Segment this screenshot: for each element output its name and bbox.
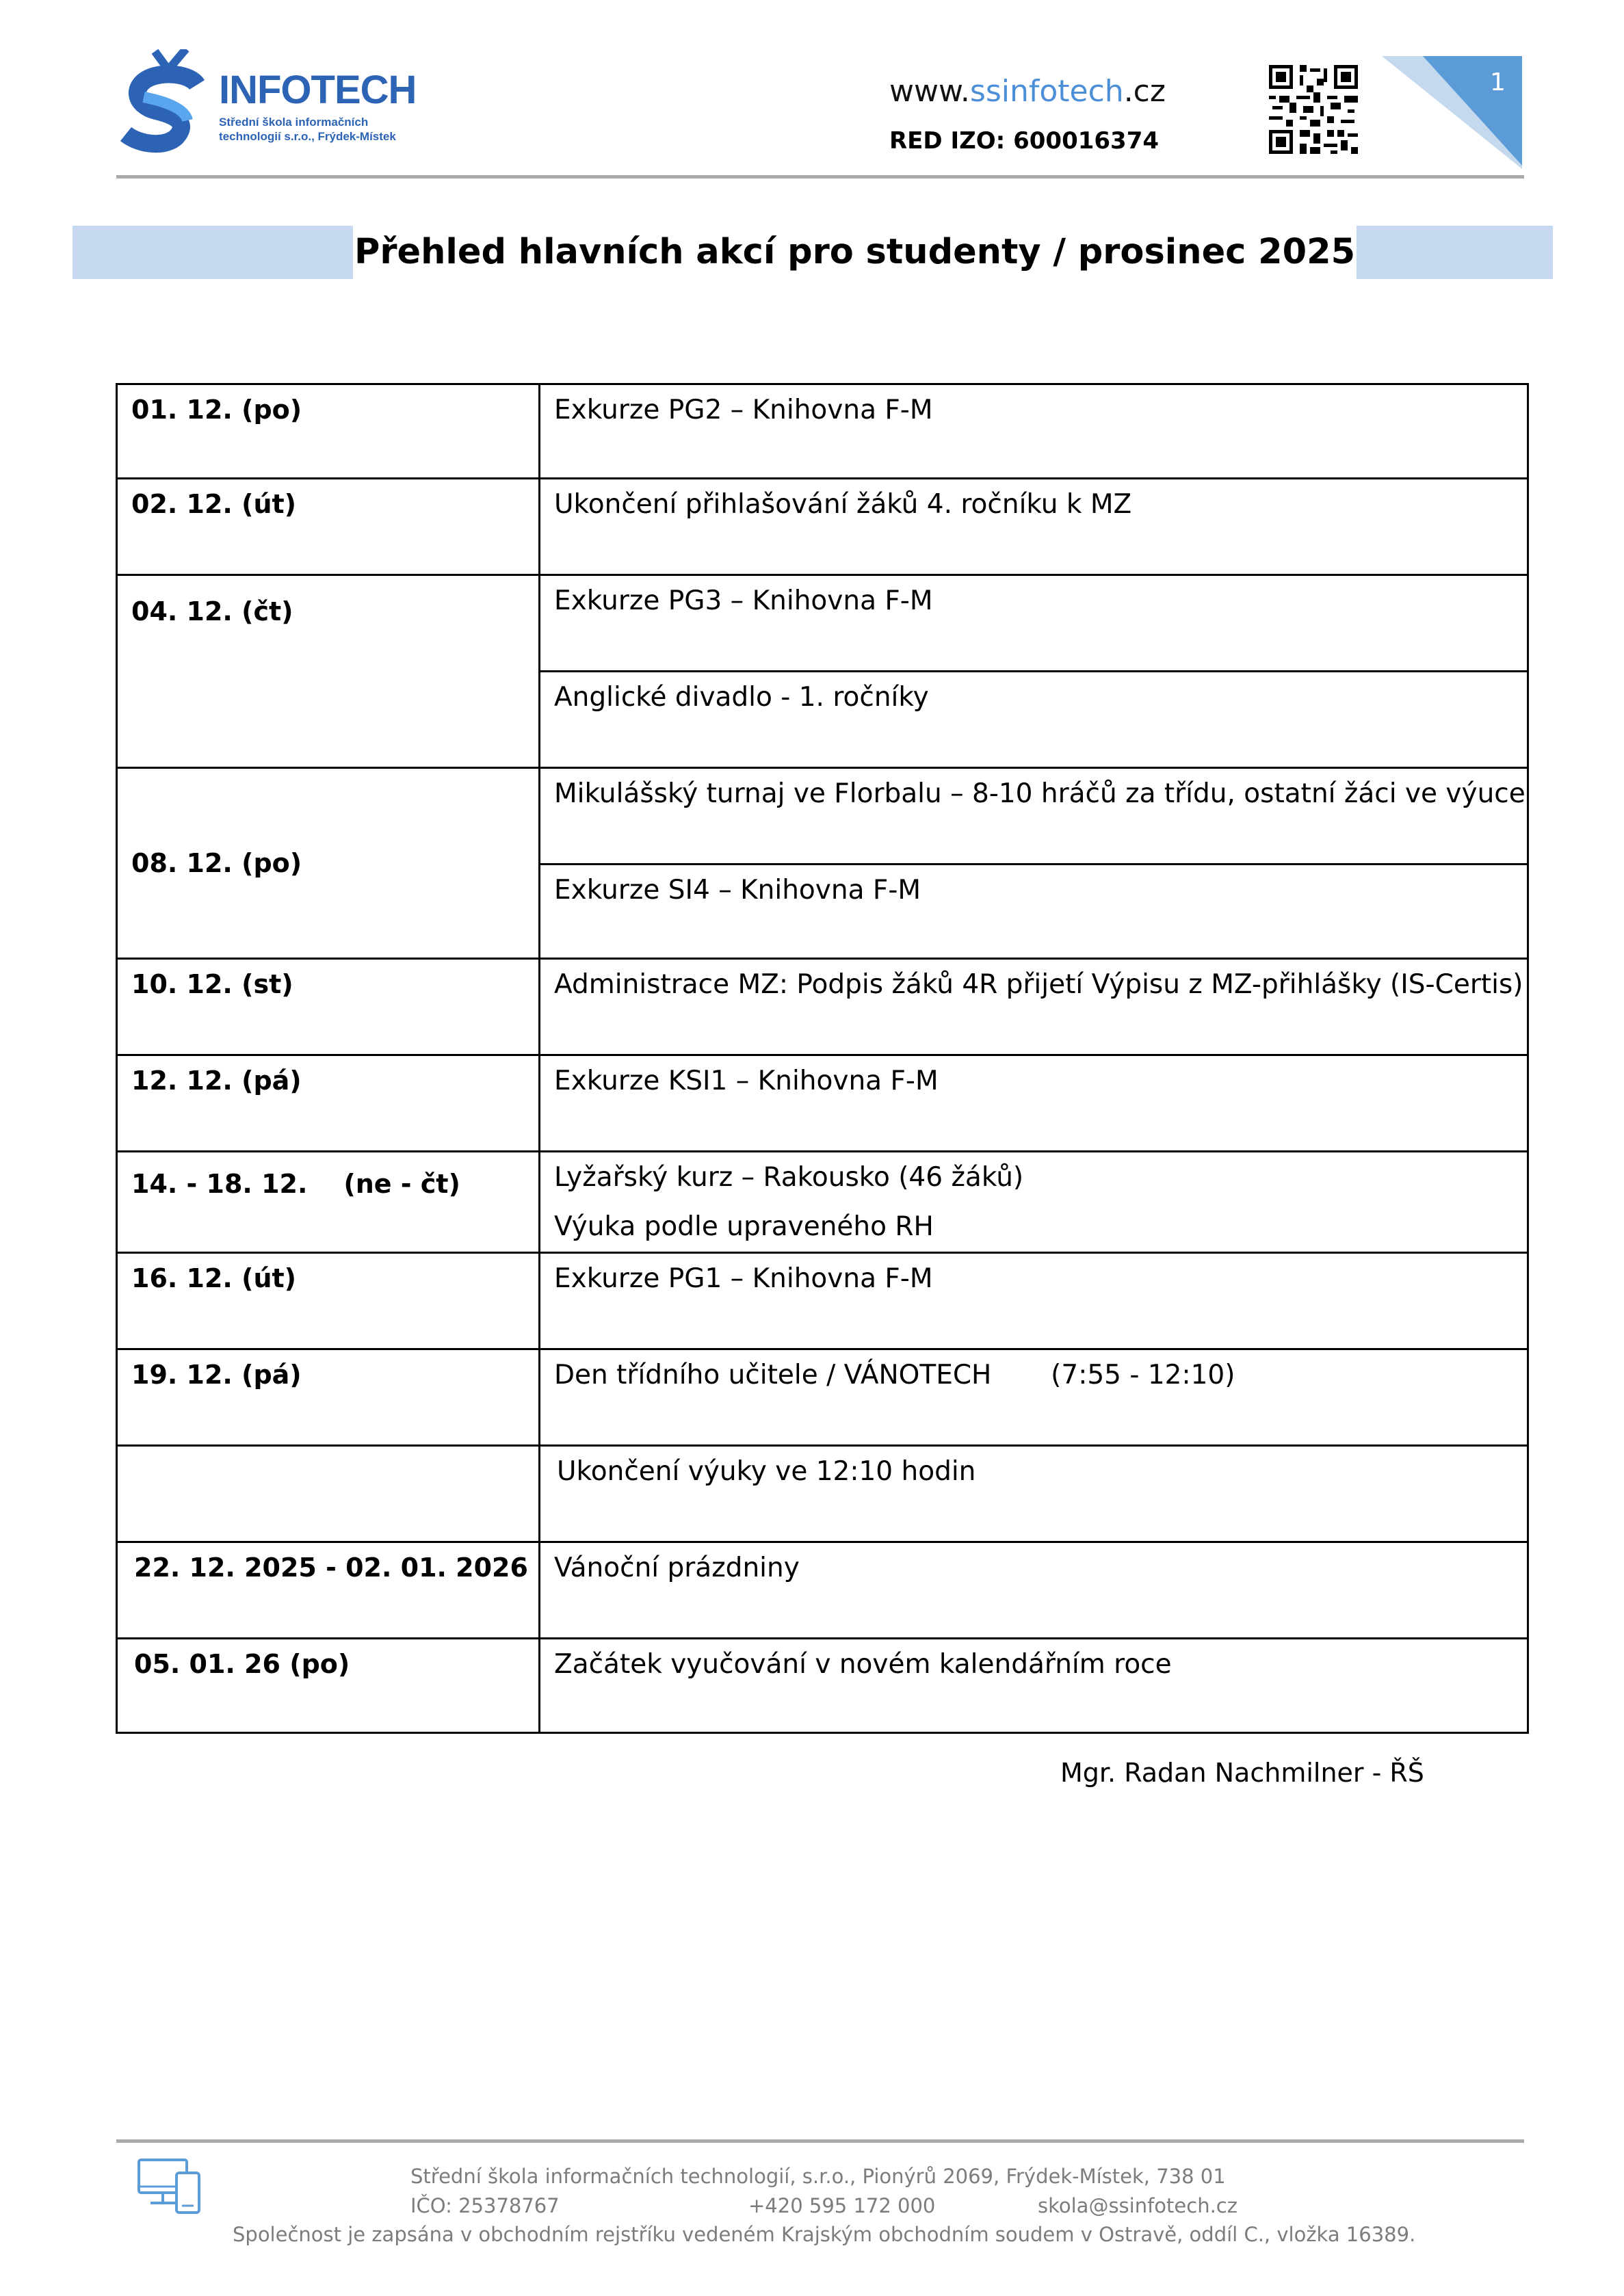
qr-code-icon (1269, 65, 1358, 154)
event-cell: Vánoční prázdniny (554, 1553, 800, 1583)
date-cell (118, 1447, 540, 1541)
event-cell: Anglické divadlo - 1. ročníky (540, 670, 1527, 767)
table-row (118, 574, 1527, 767)
footer-address: Střední škola informačních technologií, s.r.o., Pionýrů 2069, Frýdek-Místek, 738 01 (410, 2165, 1226, 2188)
page-title: Přehled hlavních akcí pro studenty / prosinec 2025 (353, 226, 1357, 279)
logo-subtitle-line2: technologií s.r.o., Frýdek-Místek (219, 130, 396, 143)
event-cell: Administrace MZ: Podpis žáků 4R přijetí Výpisu z MZ-přihlášky (IS-Certis) (554, 969, 1523, 1000)
event-cell: Začátek vyučování v novém kalendářním roce (554, 1649, 1172, 1680)
page-number: 1 (1490, 68, 1506, 96)
table-row (118, 385, 1527, 477)
date-cell: 05. 01. 26 (po) (118, 1639, 540, 1732)
event-cell: Exkurze KSI1 – Knihovna F-M (554, 1066, 939, 1096)
date-cell: 12. 12. (pá) (118, 1056, 540, 1150)
date-cell: 22. 12. 2025 - 02. 01. 2026 (118, 1543, 540, 1637)
ss-monogram-icon (116, 49, 219, 159)
date-cell: 14. - 18. 12. (ne - čt) (118, 1152, 540, 1252)
event-cell: Exkurze SI4 – Knihovna F-M (540, 863, 1527, 958)
date-cell: 19. 12. (pá) (118, 1350, 540, 1444)
footer-registry: Společnost je zapsána v obchodním rejstříku vedeném Krajským obchodním soudem v Ostravě, oddíl C., vložka 16389. (233, 2223, 1416, 2246)
event-cell: Exkurze PG3 – Knihovna F-M (554, 585, 933, 616)
table-row (118, 767, 1527, 958)
header-divider (116, 175, 1524, 179)
table-row (118, 958, 1527, 1054)
website-prefix: www. (889, 74, 970, 109)
date-cell: 10. 12. (st) (118, 960, 540, 1054)
footer-phone: +420 595 172 000 (748, 2194, 936, 2217)
date-cell: 01. 12. (po) (118, 385, 540, 477)
date-cell: 02. 12. (út) (118, 479, 540, 574)
signature: Mgr. Radan Nachmilner - ŘŠ (1060, 1758, 1424, 1788)
event-cell: Ukončení přihlašování žáků 4. ročníku k MZ (554, 489, 1132, 520)
footer-divider (116, 2139, 1524, 2143)
event-line: Výuka podle upraveného RH (554, 1211, 934, 1242)
table-row (118, 1150, 1527, 1252)
table-row (118, 1541, 1527, 1637)
event-cell: Exkurze PG2 – Knihovna F-M (554, 395, 933, 425)
logo-name: INFOTECH (219, 68, 417, 112)
event-cell (540, 1152, 1527, 1252)
devices-icon (137, 2158, 202, 2216)
event-line: Lyžařský kurz – Rakousko (46 žáků) (554, 1162, 1024, 1193)
table-row (118, 1637, 1527, 1732)
date-cell: 04. 12. (čt) (118, 576, 540, 767)
website-suffix: .cz (1123, 74, 1166, 109)
date-cell: 08. 12. (po) (118, 769, 540, 958)
event-cell: Den třídního učitele / VÁNOTECH (7:55 - 12:10) (554, 1360, 1235, 1390)
school-logo (116, 49, 445, 159)
table-row (118, 1444, 1527, 1541)
footer-email[interactable]: skola@ssinfotech.cz (1038, 2194, 1237, 2217)
table-row (118, 1054, 1527, 1150)
table-row (118, 1252, 1527, 1348)
event-cell: Ukončení výuky ve 12:10 hodin (557, 1456, 976, 1487)
table-row (118, 477, 1527, 574)
red-izo: RED IZO: 600016374 (889, 127, 1160, 155)
footer-ico: IČO: 25378767 (410, 2194, 560, 2217)
table-row (118, 1348, 1527, 1444)
logo-subtitle-line1: Střední škola informačních (219, 116, 369, 129)
event-cell: Mikulášský turnaj ve Florbalu – 8-10 hráčů za třídu, ostatní žáci ve výuce (554, 778, 1525, 809)
event-cell: Exkurze PG1 – Knihovna F-M (554, 1263, 933, 1294)
schedule-table (116, 383, 1529, 1734)
website-link[interactable] (889, 74, 1166, 109)
date-cell: 16. 12. (út) (118, 1254, 540, 1348)
website-domain: ssinfotech (969, 74, 1124, 109)
